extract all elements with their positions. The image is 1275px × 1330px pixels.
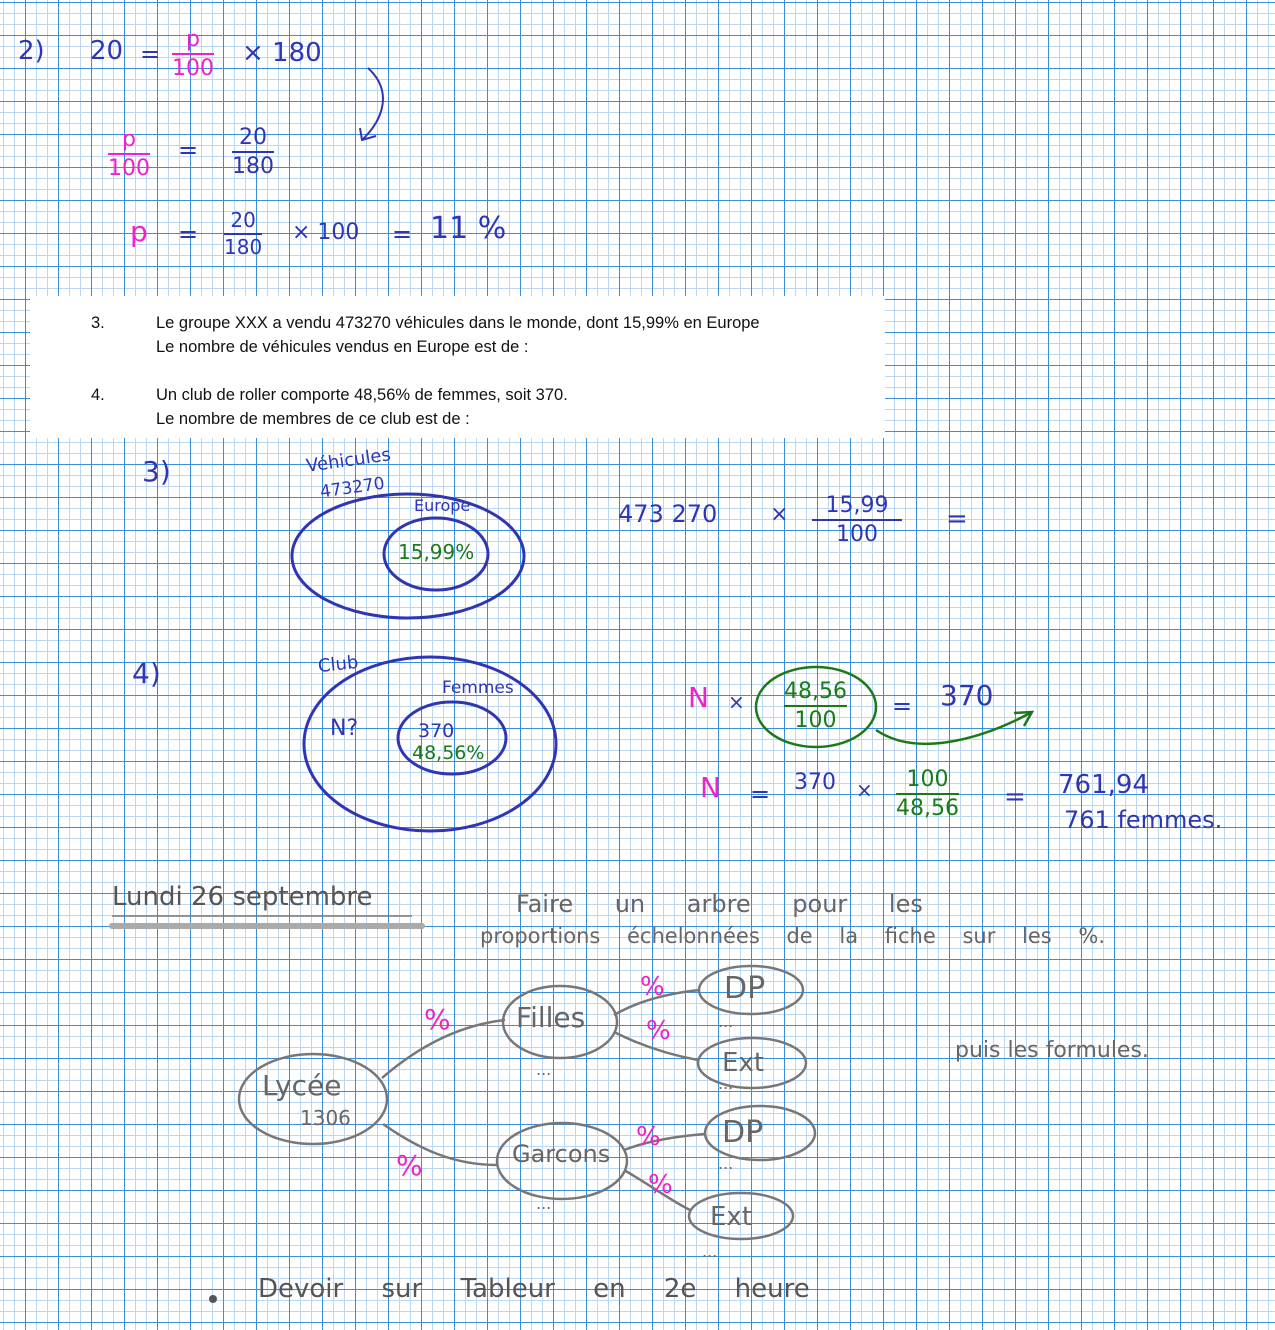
ex3-inner-label: Europe — [414, 496, 471, 515]
ex3-calc-times: × — [770, 502, 789, 527]
tree-pct-filles: % — [424, 1003, 451, 1036]
ex2-eq3-result: 11 % — [430, 211, 507, 246]
fraction-numerator: 48,56 — [784, 679, 847, 704]
tree-root-label: Lycée — [262, 1069, 342, 1102]
fraction-bar — [784, 705, 847, 707]
fraction-denominator: 180 — [232, 154, 274, 180]
ex2-eq1-times: × 180 — [242, 38, 322, 68]
tree-dots-filles: ... — [536, 1060, 552, 1079]
ex3-calc-fraction — [812, 494, 902, 546]
tree-pct-garcons-dp: % — [636, 1122, 661, 1152]
ex2-eq3-equals: = — [178, 220, 199, 248]
tree-pct-garcons: % — [396, 1149, 423, 1182]
tree-dots-dp-filles: ... — [718, 1012, 734, 1031]
ex2-eq2-fraction-right — [232, 126, 274, 178]
fraction-numerator: 20 — [230, 208, 256, 232]
ex4-calc1-times: × — [728, 690, 745, 714]
q4-number: 4. — [91, 386, 105, 404]
tree-leaf-ext-garcons: Ext — [710, 1202, 753, 1232]
fraction-bar — [172, 53, 214, 55]
tree-node-filles: Filles — [516, 1001, 586, 1034]
q4-line2: Le nombre de membres de ce club est de : — [156, 410, 470, 428]
fraction-bar — [108, 153, 150, 155]
ex4-calc2-equals: = — [750, 780, 771, 808]
printed-questions — [30, 296, 885, 438]
ex4-inner-value2: 48,56% — [412, 742, 485, 764]
tree-root-value: 1306 — [300, 1106, 351, 1130]
ex2-eq3-lhs: p — [130, 215, 148, 248]
tree-leaf-ext-filles: Ext — [722, 1048, 765, 1078]
fraction-bar — [896, 793, 959, 795]
ex3-outer-value: 473270 — [318, 473, 386, 503]
ex2-eq3-fraction — [224, 210, 262, 258]
tree-pct-filles-dp: % — [640, 972, 665, 1002]
ex4-inner-value1: 370 — [418, 720, 455, 742]
q4-line1: Un club de roller comporte 48,56% de femmes, soit 370. — [156, 386, 568, 404]
ex4-calc2-lhs: N — [700, 771, 721, 804]
ex3-inner-value: 15,99% — [398, 540, 475, 564]
lesson-instruction-side: puis les formules. — [955, 1038, 1149, 1063]
ex2-eq1-equals: = — [140, 40, 161, 68]
fraction-denominator: 100 — [794, 708, 837, 734]
ex4-inner-label: Femmes — [442, 678, 514, 698]
ex2-eq1-lhs: 20 — [90, 36, 124, 66]
fraction-numerator: 100 — [906, 767, 949, 792]
ex2-eq1-fraction — [172, 28, 214, 80]
ex4-label: 4) — [132, 657, 161, 690]
homework-note: Devoir sur Tableur en 2e heure — [258, 1274, 810, 1304]
lesson-date: Lundi 26 septembre — [112, 882, 373, 912]
q3-number: 3. — [91, 314, 105, 332]
fraction-denominator: 48,56 — [896, 796, 959, 822]
lesson-instruction-line2: proportions échelonnées de la fiche sur les %. — [480, 924, 1105, 948]
ex4-calc1-rhs: 370 — [940, 679, 994, 712]
fraction-numerator: p — [186, 27, 200, 52]
tree-node-garcons: Garcons — [512, 1140, 611, 1168]
ex2-eq3-equals2: = — [392, 220, 413, 248]
ex2-label: 2) — [18, 36, 45, 66]
tree-pct-filles-ext: % — [646, 1016, 671, 1046]
ex4-outer-value: N? — [330, 716, 359, 741]
ex2-eq2-equals: = — [178, 136, 199, 164]
lesson-instruction-line1: Faire un arbre pour les — [516, 890, 923, 918]
q3-line2: Le nombre de véhicules vendus en Europe est de : — [156, 338, 529, 356]
fraction-numerator: p — [122, 127, 136, 152]
ex3-calc-lhs: 473 270 — [618, 500, 718, 528]
tree-dots-garcons: ... — [536, 1194, 552, 1213]
fraction-bar — [232, 151, 274, 153]
fraction-denominator: 100 — [108, 156, 150, 182]
fraction-denominator: 100 — [836, 522, 878, 548]
ex3-label: 3) — [142, 455, 171, 488]
ex4-calc1-equals: = — [892, 692, 913, 720]
fraction-numerator: 20 — [239, 125, 267, 150]
ex4-calc1-fraction — [784, 680, 847, 732]
ex4-outer-label: Club — [316, 651, 360, 678]
ex4-calc2-a: 370 — [794, 770, 836, 795]
ex3-calc-equals: = — [946, 504, 968, 534]
q3-line1: Le groupe XXX a vendu 473270 véhicules dans le monde, dont 15,99% en Europe — [156, 314, 760, 332]
ex4-calc2-fraction — [896, 768, 959, 820]
ex4-calc2-result2: 761 femmes. — [1064, 806, 1223, 834]
fraction-bar — [812, 519, 902, 521]
ex3-outer-label: Véhicules — [304, 444, 393, 477]
tree-dots-ext-filles: ... — [718, 1074, 734, 1093]
tree-dots-ext-garcons: ... — [702, 1242, 718, 1261]
fraction-denominator: 100 — [172, 56, 214, 82]
ex4-calc2-equals2: = — [1004, 782, 1026, 812]
fraction-denominator: 180 — [224, 235, 263, 259]
tree-leaf-dp-filles: DP — [724, 971, 766, 1006]
tree-pct-garcons-ext: % — [648, 1170, 673, 1200]
fraction-numerator: 15,99 — [825, 493, 889, 518]
tree-leaf-dp-garcons: DP — [722, 1115, 764, 1150]
ex2-eq3-times: × 100 — [292, 220, 360, 245]
ex4-calc2-result1: 761,94 — [1058, 770, 1149, 800]
ex4-calc1-lhs: N — [688, 681, 709, 714]
ex4-calc2-times: × — [856, 778, 873, 802]
ex2-eq2-fraction-left — [108, 128, 150, 180]
tree-dots-dp-garcons: ... — [718, 1154, 734, 1173]
